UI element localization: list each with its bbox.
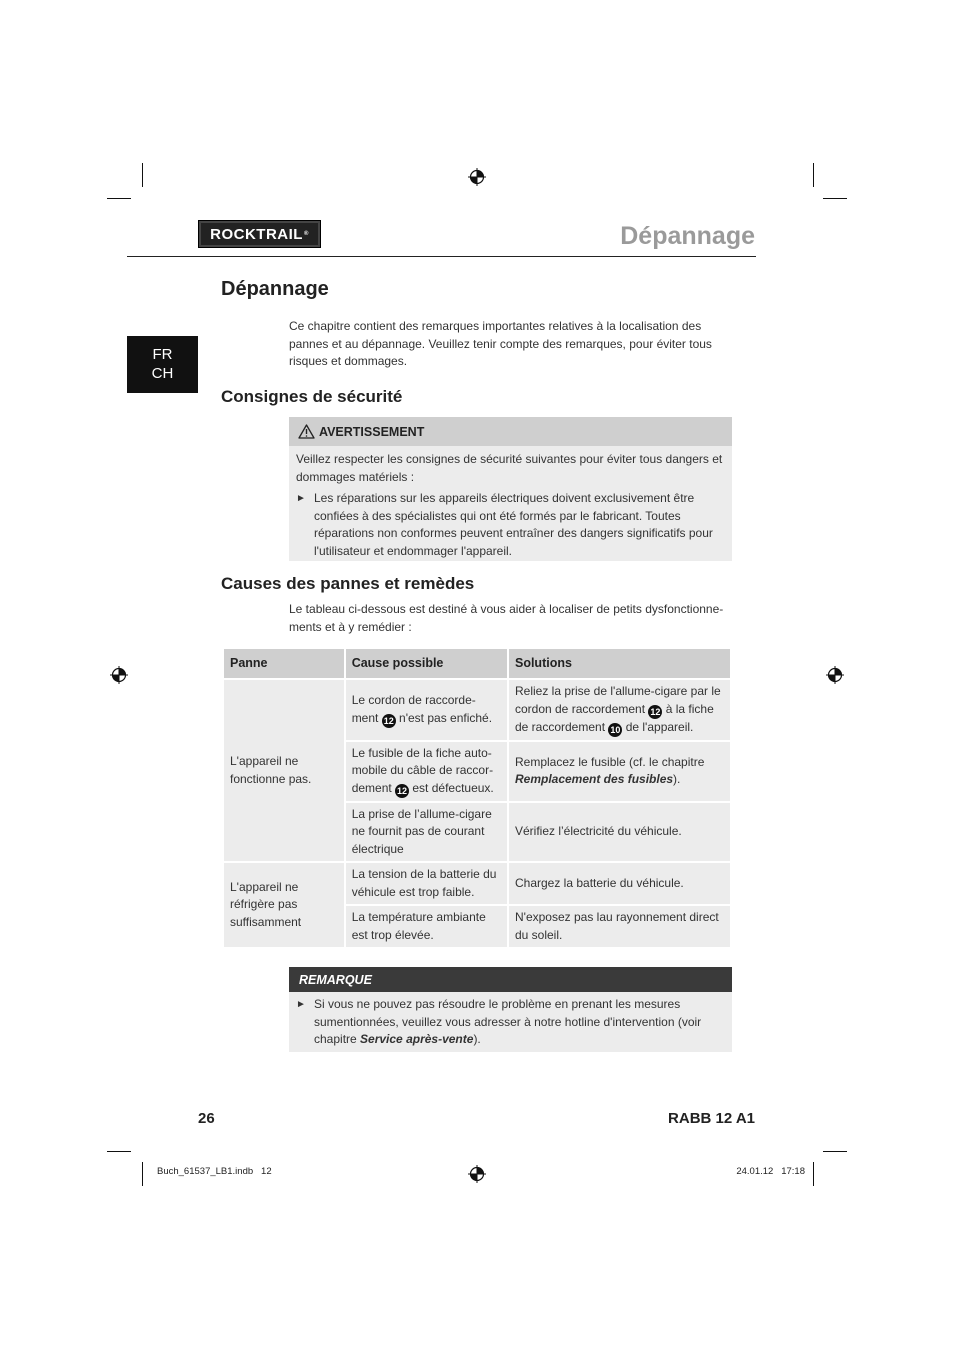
table-header-panne: Panne (223, 648, 345, 679)
chapter-reference: Remplacement des fusibles (514, 772, 674, 786)
troubleshooting-table (222, 647, 732, 949)
table-cell-solution: Chargez la batterie du véhicule. (508, 862, 731, 905)
warning-bullet-text: Les réparations sur les appareils électriques doivent exclusivement être confiées à des spécialistes qui ont été formés par le fabricant. Toutes réparations non conformes peuvent entraîner des dangers significatifs pour l'utilisateur et endommager l'appareil. (314, 491, 713, 558)
language-tab-ch: CH (151, 365, 174, 382)
ref-12-icon: 12 (383, 715, 394, 726)
safety-title: Consignes de sécurité (221, 387, 403, 406)
table-cell-solution: Reliez la prise de l'allume-cigare par le cordon de raccordement 12 à la fiche de raccordement 10 de l'appareil. (508, 679, 731, 741)
brand-logo: ROCKTRAIL ® (198, 220, 321, 248)
slug-date: 24.01.12 17:18 (736, 1166, 805, 1177)
registration-mark-icon (468, 168, 486, 186)
language-tab (127, 336, 198, 393)
language-tab-fr: FR (152, 346, 173, 363)
table-cell-cause: La prise de l’allume-cigare ne fournit pas de courant électrique (345, 802, 508, 863)
table-cell-solution: Remplacez le fusible (cf. le chapitre Remplacement des fusibles). (508, 741, 731, 802)
table-cell-cause: Le cordon de raccorde-ment 12 n'est pas enfiché. (345, 679, 508, 741)
table-row (223, 679, 731, 741)
warning-label: AVERTISSEMENT (319, 424, 425, 439)
slug-file: Buch_61537_LB1.indb 12 (157, 1166, 272, 1177)
ref-10-icon: 10 (610, 724, 621, 735)
model-name: RABB 12 A1 (668, 1110, 755, 1127)
registration-mark-icon (826, 666, 844, 684)
table-row (223, 862, 731, 905)
table-cell-cause: La tension de la batterie du véhicule est trop faible. (345, 862, 508, 905)
crop-mark (142, 1162, 143, 1186)
bullet-arrow-icon: ► (296, 999, 306, 1010)
ref-12-icon: 12 (650, 706, 661, 717)
chapter-reference: Service après-vente (360, 1032, 474, 1046)
page-number: 26 (198, 1110, 215, 1127)
crop-mark (813, 163, 814, 187)
crop-mark (823, 198, 847, 199)
warning-triangle-icon (298, 424, 315, 439)
bullet-arrow-icon: ► (296, 493, 306, 504)
table-cell-solution: Vérifiez l’électricité du véhicule. (508, 802, 731, 863)
crop-mark (107, 1151, 131, 1152)
crop-mark (107, 198, 131, 199)
table-cell-solution: N'exposez pas lau rayonnement direct du soleil. (508, 905, 731, 948)
remark-label: REMARQUE (289, 967, 732, 992)
table-cell-panne: L'appareil ne fonctionne pas. (223, 679, 345, 862)
crop-mark (142, 163, 143, 187)
section-title: Dépannage (221, 278, 329, 300)
registration-mark-icon (110, 666, 128, 684)
crop-mark (823, 1151, 847, 1152)
running-title: Dépannage (620, 222, 755, 250)
warning-box (289, 417, 732, 561)
header-rule (127, 256, 756, 257)
table-header-solutions: Solutions (508, 648, 731, 679)
warning-header (289, 417, 732, 446)
crop-mark (813, 1162, 814, 1186)
warning-bullet (296, 490, 725, 560)
causes-intro: Le tableau ci-dessous est destiné à vous aider à localiser de petits dysfonctionne-ments et à y remédier : (289, 602, 724, 634)
table-cell-cause: La température ambiante est trop élevée. (345, 905, 508, 948)
causes-title: Causes des pannes et remèdes (221, 574, 475, 593)
table-header-cause: Cause possible (345, 648, 508, 679)
remark-box (289, 967, 732, 1052)
table-cell-cause: Le fusible de la fiche auto-mobile du câble de raccor-dement 12 est défectueux. (345, 741, 508, 802)
warning-text: Veillez respecter les consignes de sécurité suivantes pour éviter tous dangers et dommages matériels : (296, 452, 723, 484)
remark-text: Si vous ne pouvez pas résoudre le problème en prenant les mesures sumentionnées, veuillez vous adresser à notre hotline d'intervention (voir chapitre Service après-vente). (314, 997, 702, 1046)
table-header-row (223, 648, 731, 679)
ref-12-icon: 12 (397, 785, 408, 796)
section-intro: Ce chapitre contient des remarques importantes relatives à la localisation des pannes et au dépannage. Veuillez tenir compte des remarques, pour éviter tous risques et dommages. (289, 319, 712, 368)
remark-bullet (296, 996, 725, 1049)
table-cell-panne: L'appareil ne réfrigère pas suffisamment (223, 862, 345, 948)
registration-mark-icon (468, 1165, 486, 1183)
brand-logo-text: ROCKTRAIL (210, 225, 303, 243)
